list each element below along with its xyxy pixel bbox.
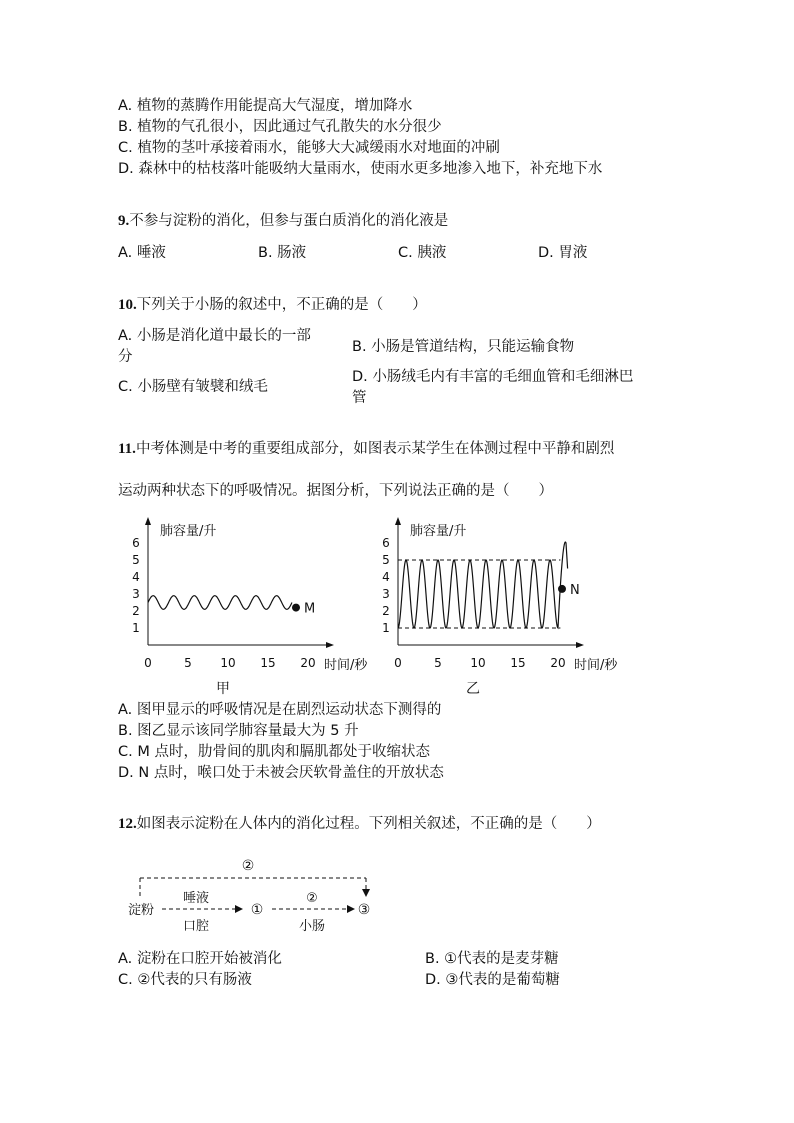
q9-number: 9. [118,213,130,229]
loop-label: ② [241,858,255,874]
y-tick-label: 5 [382,553,390,567]
node-1: ① [250,902,264,918]
x-tick-label: 0 [144,656,152,670]
chart-title: 乙 [466,681,480,697]
q8-option-d: D. 森林中的枯枝落叶能吸纳大量雨水，使雨水更多地渗入地下，补充地下水 [118,161,603,177]
x-axis-arrow [576,642,584,648]
q9-stem-text: 不参与淀粉的消化，但参与蛋白质消化的消化液是 [129,213,449,229]
y-tick-label: 5 [132,553,140,567]
q9-option-d: D. 胃液 [538,245,588,261]
q12-number: 12. [118,816,137,832]
x-tick-label: 15 [510,656,526,670]
node-3: ③ [357,902,371,918]
q10-option-b: B. 小肠是管道结构，只能运输食物 [352,339,575,355]
y-tick-label: 1 [382,621,390,635]
x-tick-label: 15 [260,656,276,670]
starch-label: 淀粉 [128,903,155,918]
q11-option-c: C. M 点时，肋骨间的肌肉和膈肌都处于收缩状态 [118,744,430,760]
q10-stem-text: 下列关于小肠的叙述中，不正确的是（ ） [136,297,427,313]
y-axis-arrow [145,517,151,525]
q10-option-d-line2: 管 [352,390,367,406]
y-axis-label: 肺容量/升 [410,524,467,539]
x-axis-label: 时间/秒 [324,658,368,673]
q11-option-d: D. N 点时，喉口处于未被会厌软骨盖住的开放状态 [118,765,444,781]
y-tick-label: 2 [132,604,140,618]
y-axis-arrow [395,517,401,525]
y-tick-label: 6 [132,536,140,550]
x-tick-label: 0 [394,656,402,670]
x-tick-label: 20 [550,656,566,670]
q10-option-d-line1: D. 小肠绒毛内有丰富的毛细血管和毛细淋巴 [352,369,634,385]
x-axis-label: 时间/秒 [574,658,618,673]
q11-stem-line2: 运动两种状态下的呼吸情况。据图分析，下列说法正确的是（ ） [118,483,553,499]
x-tick-label: 5 [434,656,442,670]
q11-option-b: B. 图乙显示该同学肺容量最大为 5 升 [118,723,359,739]
small-intestine-label: 小肠 [298,919,326,934]
y-tick-label: 3 [382,587,390,601]
q9-option-c: C. 胰液 [398,245,447,261]
breathing-curve [398,542,568,628]
q10-stem [118,295,427,315]
q11-option-a: A. 图甲显示的呼吸情况是在剧烈运动状态下测得的 [118,702,442,718]
chart-yi [368,515,628,695]
q9-stem [118,211,448,231]
q12-option-c: C. ②代表的只有肠液 [118,972,252,988]
q10-option-a-line1: A. 小肠是消化道中最长的一部 [118,328,311,344]
q11-stem-line1 [118,439,614,459]
q8-option-b: B. 植物的气孔很小，因此通过气孔散失的水分很少 [118,119,442,135]
y-tick-label: 2 [382,604,390,618]
q9-option-a: A. 唾液 [118,245,166,261]
q11-number: 11. [118,441,136,457]
x-axis-arrow [326,642,334,648]
q8-option-c: C. 植物的茎叶承接着雨水，能够大大减缓雨水对地面的冲刷 [118,140,500,156]
q10-number: 10. [118,297,137,313]
point-label: M [304,601,316,617]
chart-title: 甲 [216,681,230,697]
point-label: N [570,582,580,598]
mouth-label: 口腔 [182,919,210,934]
x-tick-label: 5 [184,656,192,670]
x-tick-label: 10 [220,656,236,670]
chart-jia [118,515,368,697]
starch-digestion-diagram [118,850,398,935]
q12-stem [118,814,601,834]
q12-option-a: A. 淀粉在口腔开始被消化 [118,951,282,967]
q11-stem-text-1: 中考体测是中考的重要组成部分，如图表示某学生在体测过程中平静和剧烈 [135,441,615,457]
y-tick-label: 4 [382,570,390,584]
x-tick-label: 10 [470,656,486,670]
y-axis-label: 肺容量/升 [160,524,217,539]
q10-option-a-line2: 分 [118,349,133,365]
q9-option-b: B. 肠液 [258,245,307,261]
breathing-curve [148,596,292,610]
y-tick-label: 1 [132,621,140,635]
q12-option-d: D. ③代表的是葡萄糖 [425,972,560,988]
q10-option-c: C. 小肠壁有皱襞和绒毛 [118,379,268,395]
y-tick-label: 4 [132,570,140,584]
x-tick-label: 20 [300,656,316,670]
q8-option-a: A. 植物的蒸腾作用能提高大气湿度，增加降水 [118,98,413,114]
saliva-label: 唾液 [182,891,210,906]
point-marker [558,585,566,593]
mid-label-top: ② [306,891,318,906]
y-tick-label: 6 [382,536,390,550]
point-marker [292,604,300,612]
q12-stem-text: 如图表示淀粉在人体内的消化过程。下列相关叙述，不正确的是（ ） [136,816,601,832]
y-tick-label: 3 [132,587,140,601]
q12-option-b: B. ①代表的是麦芽糖 [425,951,559,967]
